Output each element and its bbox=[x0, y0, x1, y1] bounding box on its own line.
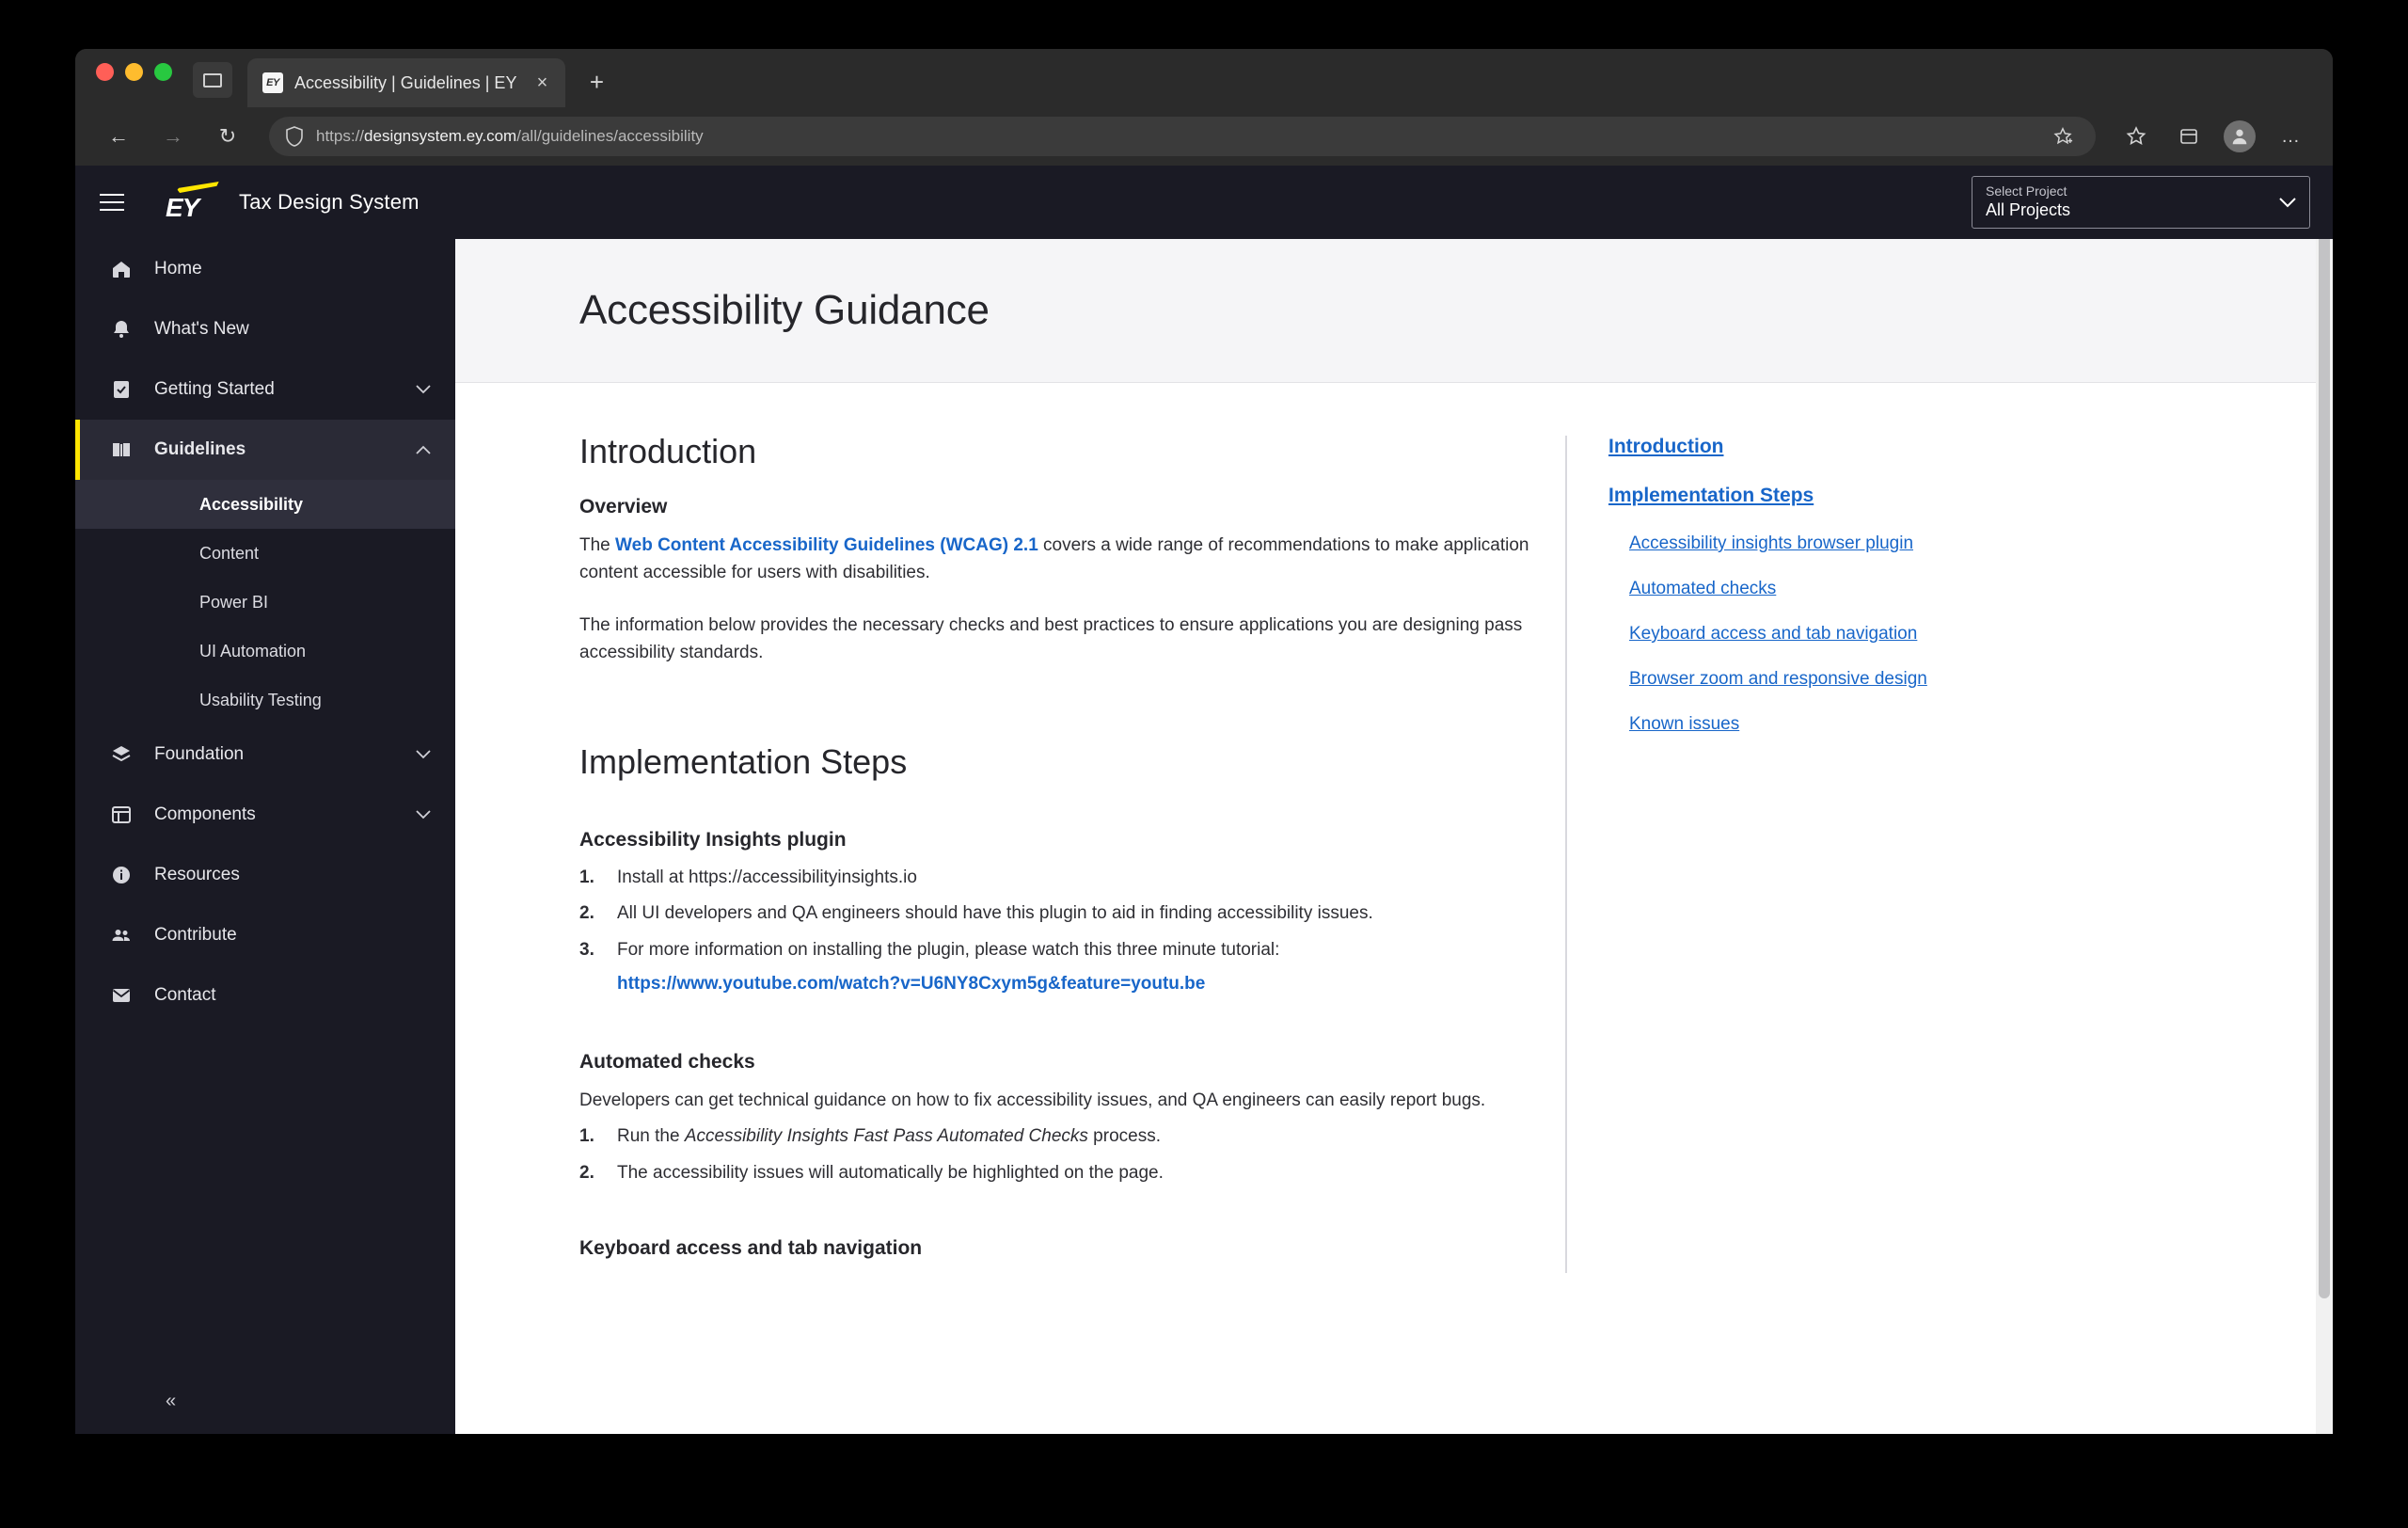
sidebar-item-home[interactable] bbox=[75, 239, 455, 299]
sidebar-item-label: Contribute bbox=[154, 925, 237, 945]
list-number: 3. bbox=[579, 939, 594, 960]
tab-list-icon bbox=[203, 73, 222, 88]
bell-icon bbox=[109, 317, 134, 342]
project-select[interactable] bbox=[1972, 176, 2310, 229]
menu-hamburger-icon[interactable] bbox=[75, 166, 149, 239]
chevron-down-icon bbox=[416, 810, 431, 820]
plugin-steps-list bbox=[579, 865, 1537, 998]
sidebar-item-components[interactable] bbox=[75, 785, 455, 845]
list-item bbox=[579, 900, 1537, 928]
sidebar-item-resources[interactable] bbox=[75, 845, 455, 905]
list-text-italic: Accessibility Insights Fast Pass Automated Checks bbox=[684, 1126, 1088, 1147]
section-heading-implementation-steps: Implementation Steps bbox=[579, 741, 908, 781]
forward-button[interactable]: → bbox=[163, 124, 183, 148]
address-bar bbox=[75, 107, 2333, 166]
sidebar-item-label: Resources bbox=[154, 865, 240, 884]
sidebar-item-label: What's New bbox=[154, 319, 249, 339]
toc-item-implementation-steps[interactable]: Implementation Steps bbox=[1608, 485, 1814, 506]
content-body bbox=[455, 383, 2333, 1273]
info-icon bbox=[109, 863, 134, 887]
ey-logo bbox=[166, 183, 214, 221]
project-select-value: All Projects bbox=[1986, 200, 2071, 220]
automated-checks-paragraph: Developers can get technical guidance on how to fix accessibility issues, and QA engineers can easily report bugs. bbox=[579, 1090, 1486, 1110]
omnibox-actions bbox=[2045, 119, 2081, 154]
intro-paragraph-1 bbox=[579, 532, 1537, 587]
chevron-up-icon bbox=[416, 445, 431, 454]
toc-subitem-accessibility-insights-browser-plugin[interactable]: Accessibility insights browser plugin bbox=[1629, 533, 1914, 553]
intro-p1-before: The bbox=[579, 535, 616, 555]
list-number: 2. bbox=[579, 1162, 594, 1183]
project-select-label: Select Project bbox=[1986, 183, 2067, 199]
checklist-icon bbox=[109, 377, 134, 402]
list-item bbox=[579, 1123, 1537, 1151]
subheading-accessibility-insights-plugin: Accessibility Insights plugin bbox=[579, 828, 847, 851]
sidebar-item-contact[interactable] bbox=[75, 965, 455, 1026]
sidebar-subitem-ui-automation[interactable]: UI Automation bbox=[199, 641, 307, 661]
new-tab-button[interactable]: + bbox=[589, 68, 605, 96]
subheading-overview: Overview bbox=[579, 496, 668, 517]
reload-button[interactable]: ↻ bbox=[218, 124, 237, 148]
url-text bbox=[316, 127, 704, 146]
list-number: 1. bbox=[579, 867, 594, 887]
sidebar-item-label: Guidelines bbox=[154, 439, 246, 459]
url-path: /all/guidelines/accessibility bbox=[516, 127, 704, 145]
list-item bbox=[579, 1160, 1537, 1187]
article bbox=[455, 432, 1565, 1273]
browser-tab[interactable] bbox=[247, 58, 565, 107]
chevron-down-icon bbox=[2279, 197, 2296, 208]
profile-avatar-icon[interactable] bbox=[2224, 120, 2256, 152]
layers-icon bbox=[109, 742, 134, 767]
ey-logo-text: EY bbox=[166, 193, 199, 222]
list-text: Install at https://accessibilityinsights.io bbox=[617, 867, 917, 887]
collections-icon[interactable] bbox=[2171, 119, 2207, 154]
intro-p1-after: covers a wide range of recommendations to make application content accessible for users with disabilities. bbox=[579, 535, 1529, 583]
url-bar[interactable] bbox=[269, 117, 2096, 156]
section-heading-introduction: Introduction bbox=[579, 432, 757, 470]
automated-steps-list bbox=[579, 1123, 1537, 1186]
components-icon bbox=[109, 803, 134, 827]
browser-window bbox=[75, 49, 2333, 1434]
tab-favicon-icon: EY bbox=[262, 72, 283, 93]
collapse-sidebar-button[interactable]: « bbox=[166, 1390, 177, 1411]
spacer bbox=[579, 692, 1537, 742]
table-of-contents bbox=[1565, 436, 2148, 1273]
sidebar-item-getting-started[interactable] bbox=[75, 359, 455, 420]
page-hero bbox=[455, 239, 2333, 383]
sidebar-item-label: Components bbox=[154, 804, 256, 824]
maximize-window-button[interactable] bbox=[154, 63, 172, 81]
url-domain: designsystem.ey.com bbox=[364, 127, 517, 145]
tab-title: Accessibility | Guidelines | EY bbox=[294, 72, 517, 92]
tab-strip bbox=[75, 49, 2333, 107]
sidebar-item-guidelines[interactable] bbox=[75, 420, 455, 480]
toc-item-introduction[interactable]: Introduction bbox=[1608, 436, 1724, 457]
sidebar-item-label: Foundation bbox=[154, 744, 245, 764]
subheading-keyboard-access: Keyboard access and tab navigation bbox=[579, 1237, 923, 1260]
settings-more-icon[interactable]: … bbox=[2281, 125, 2300, 147]
toc-subitem-known-issues[interactable]: Known issues bbox=[1629, 714, 1740, 734]
list-text-after: process. bbox=[1087, 1126, 1161, 1147]
sidebar-item-label: Contact bbox=[154, 985, 216, 1005]
back-button[interactable]: ← bbox=[108, 124, 129, 148]
sidebar-subitem-power-bi[interactable]: Power BI bbox=[199, 592, 269, 612]
sidebar-item-whats-new[interactable] bbox=[75, 299, 455, 359]
toc-subitem-keyboard-access-and-tab-navigation[interactable]: Keyboard access and tab navigation bbox=[1629, 624, 1918, 644]
list-number: 2. bbox=[579, 903, 594, 924]
chevron-down-icon bbox=[416, 750, 431, 759]
list-text: The accessibility issues will automatically be highlighted on the page. bbox=[617, 1162, 1164, 1183]
tutorial-video-link[interactable]: https://www.youtube.com/watch?v=U6NY8Cxym5g&feature=youtu.be bbox=[617, 974, 1206, 995]
page-scrollbar-thumb[interactable] bbox=[2319, 188, 2330, 1298]
intro-paragraph-2: The information below provides the necessary checks and best practices to ensure applications you are designing pass accessibility standards. bbox=[579, 614, 1523, 663]
list-text-before: Run the bbox=[617, 1126, 685, 1147]
app-top-bar bbox=[75, 166, 2333, 239]
list-item bbox=[579, 937, 1537, 998]
list-text bbox=[617, 937, 1537, 998]
app-title: Tax Design System bbox=[239, 190, 420, 214]
sidebar-item-contribute[interactable] bbox=[75, 905, 455, 965]
wcag-link[interactable]: Web Content Accessibility Guidelines (WCAG) 2.1 bbox=[615, 535, 1038, 555]
list-number: 1. bbox=[579, 1126, 594, 1147]
sidebar-subitem-content[interactable]: Content bbox=[199, 543, 260, 563]
window-controls bbox=[96, 49, 172, 107]
page-scrollbar-track[interactable] bbox=[2316, 166, 2333, 1434]
page-title: Accessibility Guidance bbox=[579, 287, 990, 333]
ey-beam-icon bbox=[174, 182, 219, 193]
minimize-window-button[interactable] bbox=[125, 63, 143, 81]
site-info-shield-icon[interactable] bbox=[284, 125, 305, 148]
sidebar-subitem-usability-testing[interactable]: Usability Testing bbox=[199, 690, 322, 709]
close-tab-icon[interactable]: × bbox=[536, 72, 548, 93]
tab-list-button[interactable] bbox=[193, 62, 232, 98]
list-text bbox=[617, 1123, 1537, 1151]
chevron-down-icon bbox=[416, 385, 431, 394]
url-prefix: https:// bbox=[316, 127, 365, 145]
close-window-button[interactable] bbox=[96, 63, 114, 81]
sidebar-subitem-accessibility[interactable]: Accessibility bbox=[75, 480, 455, 529]
toc-subitem-automated-checks[interactable]: Automated checks bbox=[1629, 579, 1777, 598]
toc-subitem-browser-zoom-and-responsive-design[interactable]: Browser zoom and responsive design bbox=[1629, 669, 1927, 689]
sidebar bbox=[75, 239, 455, 1434]
main-content bbox=[455, 239, 2333, 1434]
sidebar-item-label: Getting Started bbox=[154, 379, 275, 399]
list-item bbox=[579, 865, 1537, 892]
page-viewport bbox=[75, 166, 2333, 1434]
sidebar-item-foundation[interactable] bbox=[75, 724, 455, 785]
list-text: All UI developers and QA engineers should have this plugin to aid in finding accessibility issues. bbox=[617, 903, 1373, 924]
book-icon bbox=[109, 438, 134, 462]
mail-icon bbox=[109, 983, 134, 1008]
people-icon bbox=[109, 923, 134, 947]
subheading-automated-checks: Automated checks bbox=[579, 1050, 755, 1073]
home-icon bbox=[109, 257, 134, 281]
sidebar-item-label: Home bbox=[154, 259, 202, 279]
add-to-favorites-icon[interactable] bbox=[2045, 119, 2081, 154]
list-text-main: For more information on installing the plugin, please watch this three minute tutorial: bbox=[617, 939, 1280, 960]
favorites-icon[interactable] bbox=[2118, 119, 2154, 154]
